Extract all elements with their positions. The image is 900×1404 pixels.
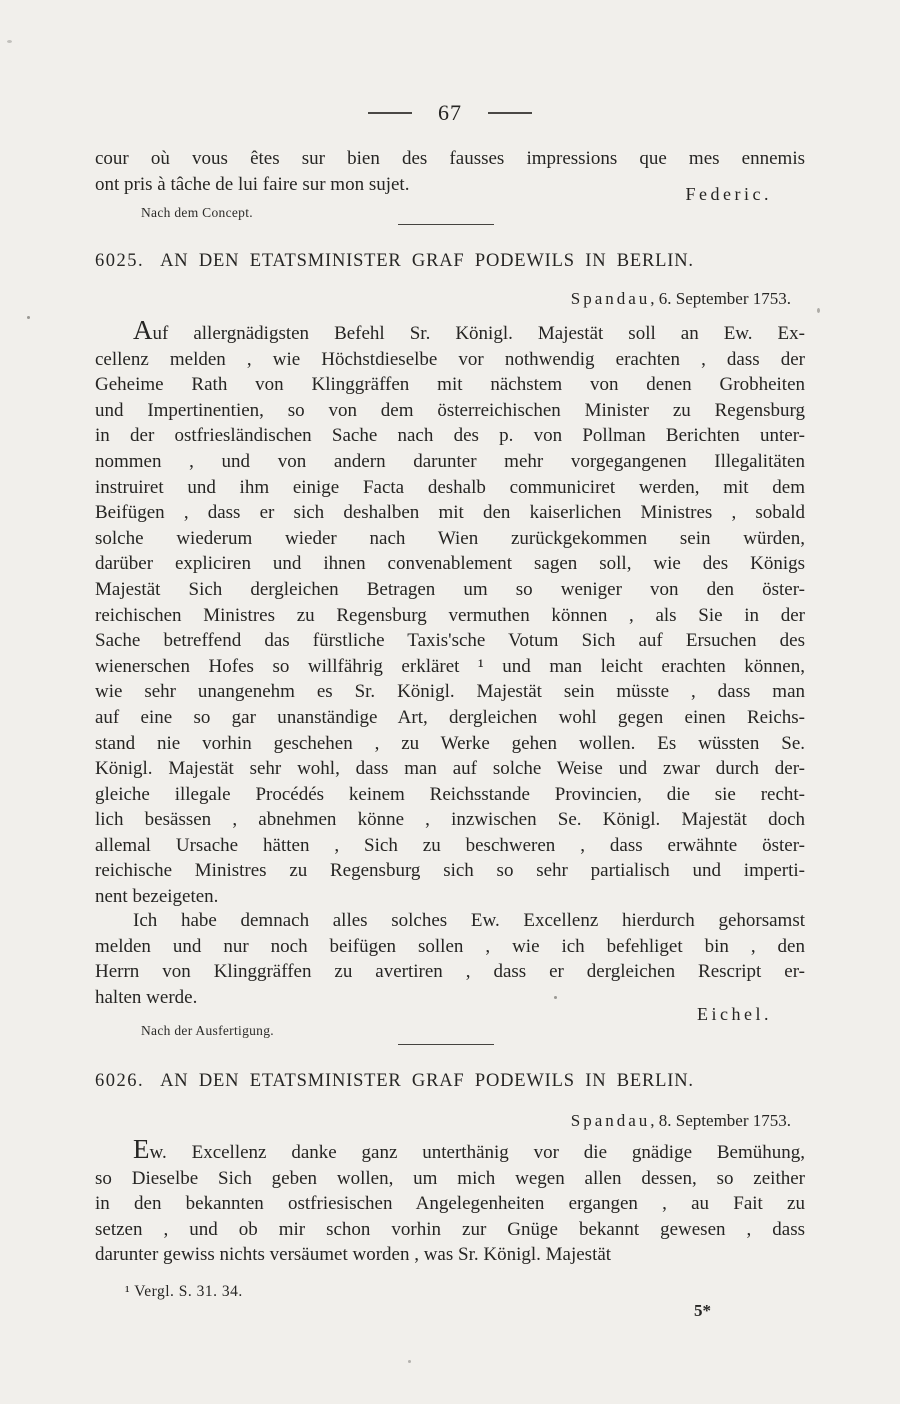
letter-number: 6026. xyxy=(95,1071,145,1091)
letter-title: AN DEN ETATSMINISTER GRAF PODEWILS IN BERLIN. xyxy=(160,1071,694,1091)
text-line: und Impertinentien, so von dem österreichischen Minister zu Regensburg xyxy=(95,399,805,421)
text-line: Beifügen , dass er sich deshalben mit den kaiserlichen Ministres , sobald xyxy=(95,502,805,524)
text-line: reichischen Ministres zu Regensburg vermuthen können , als Sie in der xyxy=(95,604,805,626)
scan-speck xyxy=(554,996,557,999)
scan-speck xyxy=(27,316,30,319)
letter-title: AN DEN ETATSMINISTER GRAF PODEWILS IN BERLIN. xyxy=(160,251,694,271)
dateline-place: Spandau xyxy=(570,289,651,308)
text-line: in der ostfriesländischen Sache nach des p. von Pollman Berichten unter- xyxy=(95,425,805,447)
text-line: auf eine so gar unanständige Art, dergleichen wohl gegen einen Reichs- xyxy=(95,706,805,728)
text-line: Auf allergnädigsten Befehl Sr. Königl. Majestät soll an Ew. Ex- xyxy=(133,315,805,345)
dateline-date: , 6. September 1753. xyxy=(650,289,791,308)
text-line: Geheime Rath von Klinggräffen mit nächstem von denen Grobheiten xyxy=(95,374,805,396)
letter-paragraph xyxy=(95,1136,805,1268)
printers-signature-mark: 5* xyxy=(694,1301,711,1320)
text-line: solche wiederum wieder nach Wien zurückgekommen sein würden, xyxy=(95,527,805,549)
dateline-place: Spandau xyxy=(570,1111,651,1130)
letter-paragraph xyxy=(95,317,805,910)
text-line: lich besässen , abnehmen könne , inzwischen Se. Königl. Majestät doch xyxy=(95,809,805,831)
text-line: darunter gewiss nichts versäumet worden , was Sr. Königl. Majestät xyxy=(95,1244,612,1266)
section-divider xyxy=(398,1044,494,1045)
letter-heading-6025 xyxy=(95,251,855,272)
text-line: melden und nur noch beifügen sollen , wie ich befehliget bin , den xyxy=(95,935,805,957)
text-line: stand nie vorhin geschehen , zu Werke gehen wollen. Es wüssten Se. xyxy=(95,732,805,754)
text-line: setzen , und ob mir schon vorhin zur Gnüge bekannt gewesen , dass xyxy=(95,1218,805,1240)
letter-heading-6026 xyxy=(95,1071,855,1092)
text-line: so Dieselbe Sich geben wollen, um mich wegen allen dessen, so zeither xyxy=(95,1167,805,1189)
text-line: instruiret und ihm einige Facta deshalb communiciret werden, mit dem xyxy=(95,476,805,498)
text-line: cellenz melden , wie Höchstdieselbe vor nothwendig erachten , dass der xyxy=(95,348,805,370)
signature-federic: Federic. xyxy=(685,184,772,204)
page-number: 67 xyxy=(438,100,462,125)
letter-number: 6025. xyxy=(95,251,145,271)
scan-speck xyxy=(408,1360,411,1363)
scan-speck xyxy=(7,40,12,43)
text-line: Königl. Majestät sehr wohl, dass man auf solche Weise und zwar durch der- xyxy=(95,758,805,780)
page-header xyxy=(0,100,900,126)
letter-paragraph xyxy=(95,908,805,1010)
dateline-6026 xyxy=(95,1111,805,1131)
text-line: Herrn von Klinggräffen zu avertiren , dass er dergleichen Rescript er- xyxy=(95,961,805,983)
footnote: ¹ Vergl. S. 31. 34. xyxy=(125,1283,243,1300)
text-line: nent bezeigeten. xyxy=(95,886,219,908)
source-note-concept: Nach dem Concept. xyxy=(141,205,253,220)
text-line: in den bekannten ostfriesischen Angelegenheiten ergangen , au Fait zu xyxy=(95,1193,805,1215)
dateline-6025 xyxy=(95,289,805,309)
text-line: halten werde. xyxy=(95,986,198,1008)
text-line: darüber expliciren und ihnen convenablement sagen soll, wie des Königs xyxy=(95,553,805,575)
dateline-date: , 8. September 1753. xyxy=(650,1111,791,1130)
text-line: Majestät Sich dergleichen Betragen um so weniger von den öster- xyxy=(95,578,805,600)
header-rule-right-icon xyxy=(488,112,532,114)
text-line: Ich habe demnach alles solches Ew. Excellenz hierdurch gehorsamst xyxy=(133,910,805,931)
text-line: Sache betreffend das fürstliche Taxis'sche Votum Sich auf Ersuchen des xyxy=(95,630,805,652)
text-line: reichische Ministres zu Regensburg sich so sehr partialisch und imperti- xyxy=(95,860,805,882)
text-line: wie sehr unangenehm es Sr. Königl. Majestät sein müsste , dass man xyxy=(95,681,805,703)
text-line: cour où vous êtes sur bien des fausses impressions que mes ennemis xyxy=(95,148,805,169)
text-line: Ew. Excellenz danke ganz unterthänig vor die gnädige Bemühung, xyxy=(133,1134,805,1164)
source-note-ausfertigung: Nach der Ausfertigung. xyxy=(141,1023,274,1038)
header-rule-left-icon xyxy=(368,112,412,114)
signature-eichel: Eichel. xyxy=(697,1004,772,1024)
scan-speck xyxy=(817,308,820,313)
text-line: wienerschen Hofes so willfährig erkläret ¹ und man leicht erachten können, xyxy=(95,655,805,677)
text-line: gleiche illegale Procédés keinem Reichsstande Provincien, die sie recht- xyxy=(95,783,805,805)
section-divider xyxy=(398,224,494,225)
text-line: nommen , und von andern darunter mehr vorgegangenen Illegalitäten xyxy=(95,450,805,472)
text-line: allemal Ursache hätten , Sich zu beschweren , dass erwähnte öster- xyxy=(95,834,805,856)
text-line: ont pris à tâche de lui faire sur mon sujet. xyxy=(95,174,410,195)
